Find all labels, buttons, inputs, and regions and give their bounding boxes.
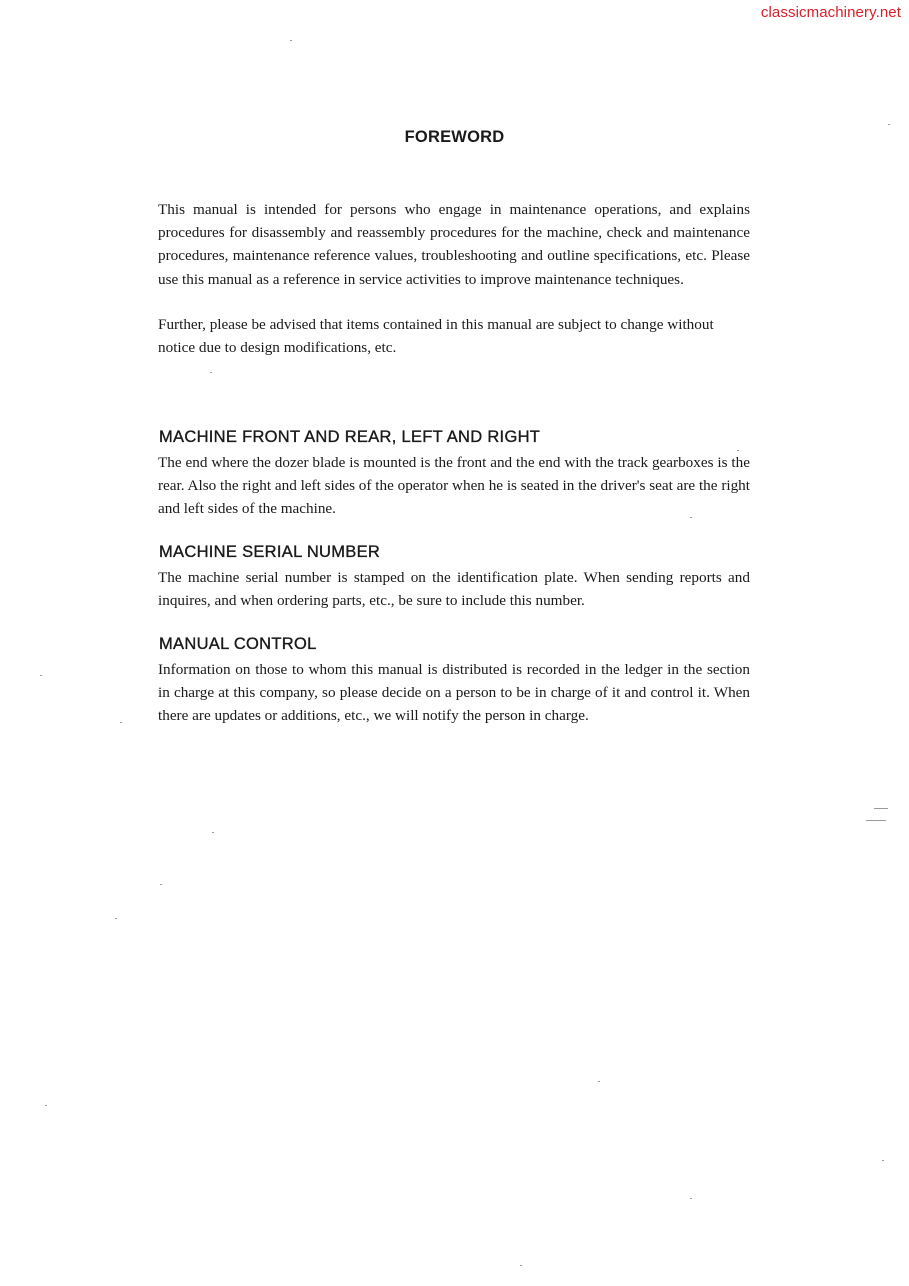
- section-heading-front-rear: MACHINE FRONT AND REAR, LEFT AND RIGHT: [159, 428, 541, 446]
- scan-speck: [115, 918, 117, 919]
- intro-paragraph-2: Further, please be advised that items contained in this manual are subject to change without notice due to design modifications, etc.: [158, 316, 714, 357]
- scan-speck: [888, 124, 890, 125]
- scan-speck: [737, 450, 739, 451]
- scan-speck: [690, 1198, 692, 1199]
- scan-speck: [598, 1081, 600, 1082]
- scan-speck: [290, 40, 292, 41]
- section-heading-manual-control: MANUAL CONTROL: [159, 635, 317, 653]
- scan-speck: [520, 1265, 522, 1266]
- scan-speck: [690, 517, 692, 518]
- scan-speck: [40, 675, 42, 676]
- scan-speck: [160, 884, 162, 885]
- scan-speck: [210, 372, 212, 373]
- scan-speck: [866, 820, 886, 821]
- scan-speck: [874, 808, 888, 809]
- page-title: FOREWORD: [404, 128, 505, 146]
- section-body-manual-control: Information on those to whom this manual is distributed is recorded in the ledger in the section in charge at this company, so please decide on a person to be in charge of it and control it. When there are updates or additions, etc., we will notify the person in charge.: [158, 661, 750, 725]
- section-body-front-rear: The end where the dozer blade is mounted is the front and the end with the track gearboxes is the rear. Also the right and left sides of the operator when he is seated in the driver's seat are the right and left sides of the machine.: [158, 454, 750, 518]
- scan-speck: [212, 832, 214, 833]
- scan-speck: [45, 1105, 47, 1106]
- scan-speck: [882, 1160, 884, 1161]
- intro-paragraph-1: This manual is intended for persons who engage in maintenance operations, and explains procedures for disassembly and reassembly procedures for the machine, check and maintenance procedures, maintenance reference values, troubleshooting and outline specifications, etc. Please use this manual as a reference in service activities to improve maintenance techniques.: [158, 201, 750, 288]
- scan-speck: [120, 722, 122, 723]
- section-body-serial-number: The machine serial number is stamped on the identification plate. When sending reports and inquires, and when ordering parts, etc., be sure to include this number.: [158, 569, 750, 610]
- section-heading-serial-number: MACHINE SERIAL NUMBER: [159, 543, 381, 561]
- watermark: classicmachinery.net: [760, 4, 901, 21]
